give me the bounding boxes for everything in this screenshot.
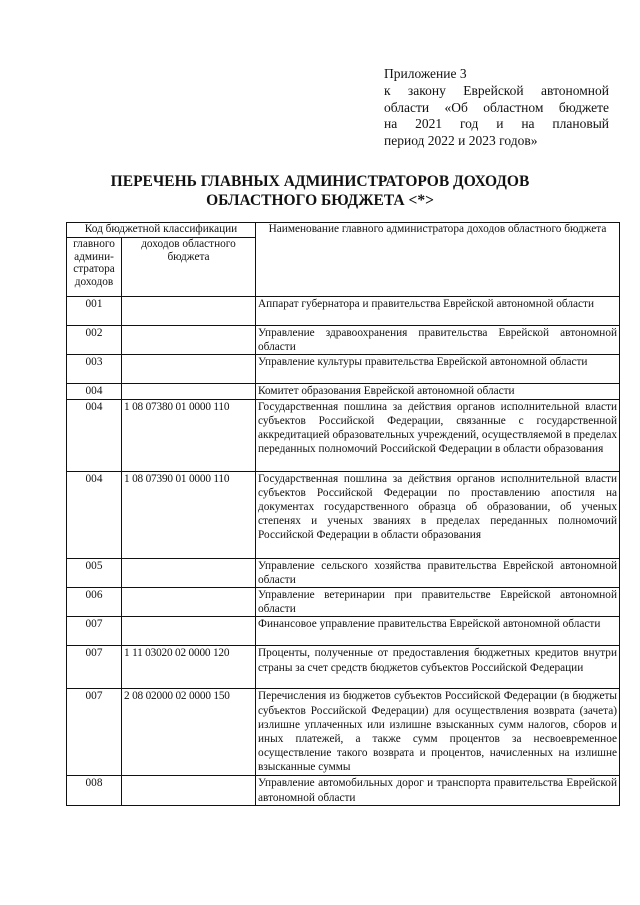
admin-name: Управление автомобильных дорог и транспорта правительства Еврейской автономной области bbox=[256, 776, 620, 805]
admin-name: Перечисления из бюджетов субъектов Российской Федерации (в бюджеты субъектов Российской Федерации) для осуществления возврата (зачета) излишне уплаченных или излишне взысканных сумм налогов, сборов и иных платежей, а также сумм процентов за несвоевременное осуществление такого возврата и процентов, начисленных на излишне взысканные суммы bbox=[256, 689, 620, 776]
table-row bbox=[67, 384, 620, 399]
admin-name: Государственная пошлина за действия органов исполнительной власти субъектов Российской Федерации по проставлению апостиля на документах государственного образца об образовании, об ученых степенях и ученых званиях в пределах переданных полномочий Российской Федерации в области образования bbox=[256, 471, 620, 558]
appendix-law-line: к закону Еврейской автономной bbox=[384, 82, 609, 98]
admin-code: 004 bbox=[67, 471, 122, 558]
table-row bbox=[67, 588, 620, 617]
revenue-code bbox=[122, 384, 256, 399]
admin-code: 004 bbox=[67, 399, 122, 471]
administrators-table bbox=[66, 222, 620, 806]
header-admin-code: главного админи-стратора доходов bbox=[67, 238, 122, 297]
revenue-code bbox=[122, 355, 256, 384]
revenue-code bbox=[122, 326, 256, 355]
admin-name: Финансовое управление правительства Еврейской автономной области bbox=[256, 617, 620, 646]
admin-code: 007 bbox=[67, 689, 122, 776]
revenue-code: 1 08 07380 01 0000 110 bbox=[122, 399, 256, 471]
table-row bbox=[67, 646, 620, 689]
page-title bbox=[60, 172, 580, 210]
table-row bbox=[67, 471, 620, 558]
admin-name: Комитет образования Еврейской автономной области bbox=[256, 384, 620, 399]
admin-name: Аппарат губернатора и правительства Еврейской автономной области bbox=[256, 297, 620, 326]
admin-code: 004 bbox=[67, 384, 122, 399]
admin-code: 002 bbox=[67, 326, 122, 355]
revenue-code bbox=[122, 776, 256, 805]
table-row bbox=[67, 689, 620, 776]
revenue-code: 1 11 03020 02 0000 120 bbox=[122, 646, 256, 689]
revenue-code: 1 08 07390 01 0000 110 bbox=[122, 471, 256, 558]
admin-name: Управление культуры правительства Еврейской автономной области bbox=[256, 355, 620, 384]
admin-name: Управление здравоохранения правительства Еврейской автономной области bbox=[256, 326, 620, 355]
revenue-code bbox=[122, 588, 256, 617]
header-admin-name: Наименование главного администратора доходов областного бюджета bbox=[256, 223, 620, 297]
admin-code: 003 bbox=[67, 355, 122, 384]
title-line: ПЕРЕЧЕНЬ ГЛАВНЫХ АДМИНИСТРАТОРОВ ДОХОДОВ bbox=[110, 173, 530, 190]
admin-code: 001 bbox=[67, 297, 122, 326]
admin-code: 007 bbox=[67, 617, 122, 646]
header-revenue-code: доходов областного бюджета bbox=[122, 238, 256, 297]
admin-code: 006 bbox=[67, 588, 122, 617]
admin-name: Управление сельского хозяйства правительства Еврейской автономной области bbox=[256, 558, 620, 587]
revenue-code bbox=[122, 558, 256, 587]
table-row bbox=[67, 297, 620, 326]
table-row bbox=[67, 558, 620, 587]
table-row bbox=[67, 326, 620, 355]
admin-code: 007 bbox=[67, 646, 122, 689]
table-row bbox=[67, 399, 620, 471]
table-row bbox=[67, 617, 620, 646]
appendix-number: Приложение 3 bbox=[384, 66, 467, 81]
appendix-caption bbox=[384, 66, 609, 150]
appendix-law-line: период 2022 и 2023 годов» bbox=[384, 133, 538, 149]
table-row bbox=[67, 776, 620, 805]
header-classification-code: Код бюджетной классификации bbox=[67, 223, 256, 238]
title-line: ОБЛАСТНОГО БЮДЖЕТА <*> bbox=[206, 192, 434, 209]
admin-code: 005 bbox=[67, 558, 122, 587]
revenue-code bbox=[122, 297, 256, 326]
admin-name: Государственная пошлина за действия органов исполнительной власти субъектов Российской Федерации, связанные с государственной аккредитацией образовательных учреждений, осуществляемой в пределах переданных полномочий Российской Федерации в области образования bbox=[256, 399, 620, 471]
revenue-code: 2 08 02000 02 0000 150 bbox=[122, 689, 256, 776]
table-row bbox=[67, 355, 620, 384]
admin-code: 008 bbox=[67, 776, 122, 805]
appendix-law-line: области «Об областном бюджете bbox=[384, 99, 609, 115]
revenue-code bbox=[122, 617, 256, 646]
admin-name: Проценты, полученные от предоставления бюджетных кредитов внутри страны за счет средств бюджетов субъектов Российской Федерации bbox=[256, 646, 620, 689]
admin-name: Управление ветеринарии при правительстве Еврейской автономной области bbox=[256, 588, 620, 617]
appendix-law-line: на 2021 год и на плановый bbox=[384, 116, 609, 132]
